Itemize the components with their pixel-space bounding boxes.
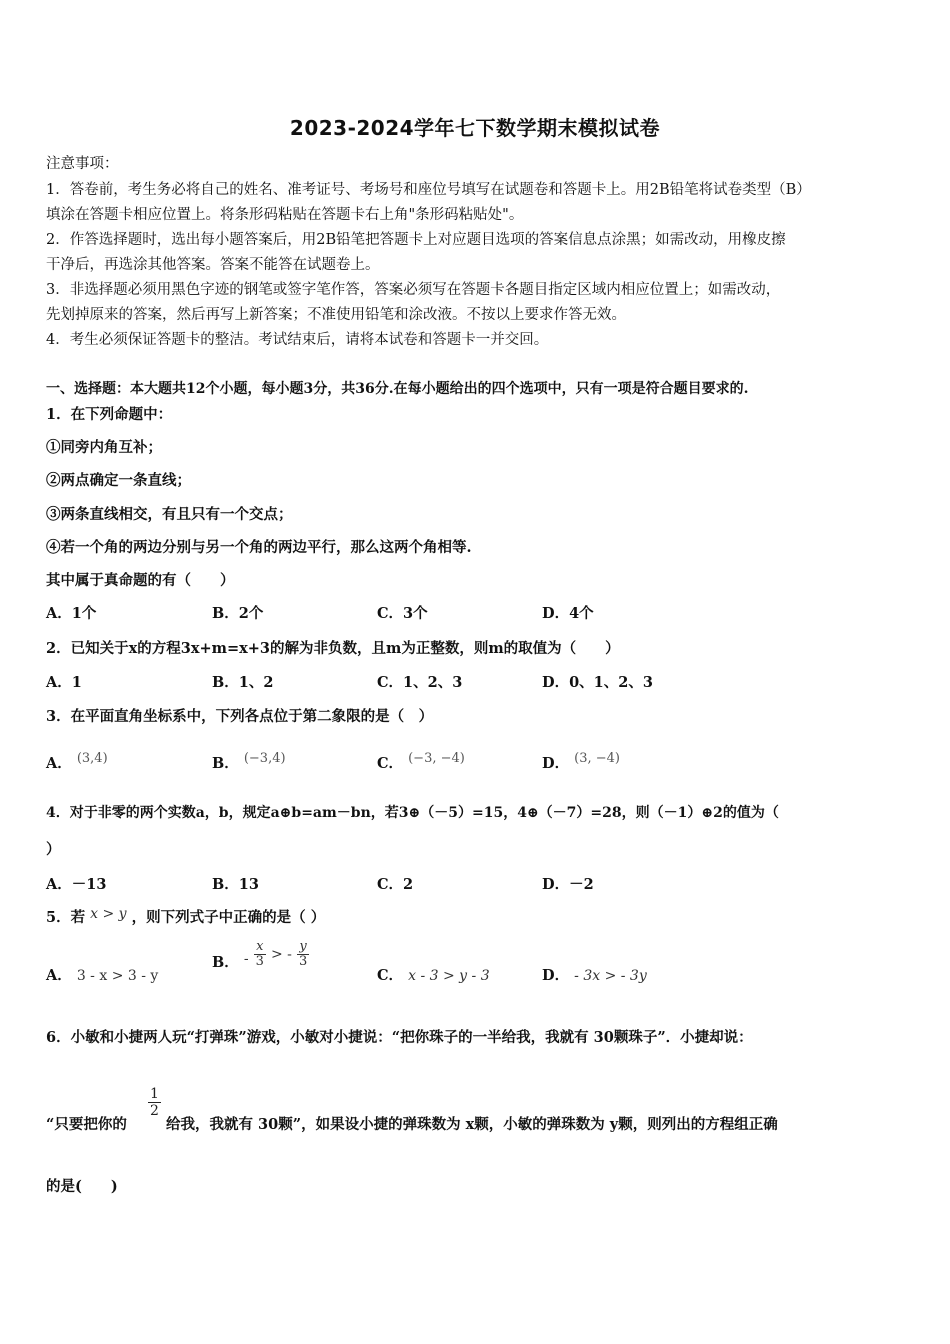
q4-stem: 4．对于非零的两个实数a，b，规定a⊕b=am－bn，若3⊕（－5）=15，4⊕（－7）=28，则（－1）⊕2的值为（: [46, 805, 779, 821]
q5-option-label: B．: [212, 953, 239, 971]
q5-option-label: C．: [377, 967, 404, 984]
q1-item: ④若一个角的两边分别与另一个角的两边平行，那么这两个角相等.: [46, 539, 472, 556]
q3-option-c[interactable]: [377, 752, 465, 773]
q1-option-d[interactable]: D．4个: [542, 605, 594, 622]
q5-option-c[interactable]: [377, 964, 490, 985]
q3-point: (−3, −4): [408, 751, 465, 766]
q6-line2-pre: “只要把你的: [46, 1116, 127, 1133]
notice-line: 2．作答选择题时，选出每小题答案后，用2B铅笔把答题卡上对应题目选项的答案信息点涂黑；如需改动，用橡皮擦: [46, 232, 786, 248]
notice-heading: 注意事项：: [46, 156, 119, 172]
q5-stem-pre: 5．若: [46, 909, 86, 926]
q3-option-label: C．: [377, 755, 404, 772]
q3-option-a[interactable]: [46, 752, 108, 773]
q3-point: (3, −4): [574, 751, 620, 766]
q5-expression: 3 - x > 3 - y: [76, 968, 159, 984]
q1-option-b[interactable]: B．2个: [212, 605, 264, 622]
notice-line: 干净后，再选涂其他答案。答案不能答在试题卷上。: [46, 257, 380, 273]
q3-option-label: D．: [542, 755, 570, 772]
q5-option-b[interactable]: [212, 940, 309, 969]
notice-line: 1．答卷前，考生务必将自己的姓名、准考证号、考场号和座位号填写在试题卷和答题卡上。用2B铅笔将试卷类型（B）: [46, 182, 811, 198]
q3-stem: 3．在平面直角坐标系中，下列各点位于第二象限的是（ ）: [46, 708, 434, 725]
q5-option-label: D．: [542, 967, 570, 984]
q5-expression: x - 3 > y - 3: [408, 968, 490, 984]
q5-neg-sign: -: [243, 950, 249, 967]
q3-point: (3,4): [76, 751, 108, 766]
q6-line2-post: 给我，我就有 30颗”，如果设小捷的弹珠数为 x颗，小敏的弹珠数为 y颗，则列出的方程组正确: [166, 1116, 778, 1133]
q3-option-label: B．: [212, 755, 239, 772]
section-heading: 一、选择题：本大题共12个小题，每小题3分，共36分.在每小题给出的四个选项中，只有一项是符合题目要求的.: [46, 381, 749, 397]
q4-option-b[interactable]: B．13: [212, 876, 259, 893]
q1-option-c[interactable]: C．3个: [377, 605, 428, 622]
q5-stem-post: ，则下列式子中正确的是（ ）: [131, 909, 326, 926]
q2-option-b[interactable]: B．1、2: [212, 674, 274, 691]
q5-option-d[interactable]: [542, 964, 647, 985]
q3-option-b[interactable]: [212, 752, 286, 773]
q4-option-d[interactable]: D．－2: [542, 876, 594, 893]
q1-option-a[interactable]: A．1个: [46, 605, 97, 622]
q5-option-label: A．: [46, 967, 72, 984]
q1-ask: 其中属于真命题的有（ ）: [46, 572, 235, 589]
q2-option-a[interactable]: A．1: [46, 674, 82, 691]
q6-half-fraction: [148, 1086, 161, 1119]
q6-line1: 6．小敏和小捷两人玩“打弹珠”游戏，小敏对小捷说：“把你珠子的一半给我，我就有 30颗珠子”．小捷却说：: [46, 1029, 753, 1046]
q4-stem-end: ）: [46, 841, 61, 858]
q5-numerator: x: [254, 940, 266, 955]
notice-line: 先划掉原来的答案，然后再写上新答案；不准使用铅笔和涂改液。不按以上要求作答无效。: [46, 307, 626, 323]
q4-option-c[interactable]: C．2: [377, 876, 414, 893]
q5-expression: - 3x > - 3y: [574, 968, 647, 984]
q2-option-c[interactable]: C．1、2、3: [377, 674, 463, 691]
q5-condition: x > y: [90, 906, 127, 922]
q2-stem: 2．已知关于x的方程3x+m=x+3的解为非负数，且m为正整数，则m的取值为（ ）: [46, 640, 620, 657]
exam-title: 2023-2024学年七下数学期末模拟试卷: [289, 116, 661, 140]
q3-point: (−3,4): [243, 751, 286, 766]
q5-option-a[interactable]: [46, 964, 158, 985]
q1-stem: 1．在下列命题中：: [46, 406, 173, 423]
q5-denominator: 3: [255, 954, 264, 969]
q5-fraction-y: [297, 940, 309, 969]
q5-gt-neg: > -: [270, 946, 292, 963]
q6-half-denominator: 2: [150, 1103, 159, 1119]
q5-fraction-x: [254, 940, 266, 969]
q5-numerator: y: [297, 940, 309, 955]
q6-half-numerator: 1: [150, 1086, 159, 1102]
q3-option-d[interactable]: [542, 752, 620, 773]
notice-line: 填涂在答题卡相应位置上。将条形码粘贴在答题卡右上角"条形码粘贴处"。: [46, 207, 524, 223]
notice-line: 3．非选择题必须用黑色字迹的钢笔或签字笔作答，答案必须写在答题卡各题目指定区域内相应位置上；如需改动，: [46, 282, 781, 298]
q1-item: ②两点确定一条直线；: [46, 472, 191, 489]
q6-line3: 的是( ): [46, 1178, 118, 1195]
q1-item: ①同旁内角互补；: [46, 439, 162, 456]
q1-item: ③两条直线相交，有且只有一个交点；: [46, 506, 293, 523]
q5-denominator: 3: [298, 954, 308, 969]
notice-line: 4．考生必须保证答题卡的整洁。考试结束后，请将本试卷和答题卡一并交回。: [46, 332, 549, 348]
q3-option-label: A．: [46, 755, 72, 772]
q2-option-d[interactable]: D．0、1、2、3: [542, 674, 653, 691]
q5-stem: [46, 906, 325, 927]
q4-option-a[interactable]: A．－13: [46, 876, 107, 893]
